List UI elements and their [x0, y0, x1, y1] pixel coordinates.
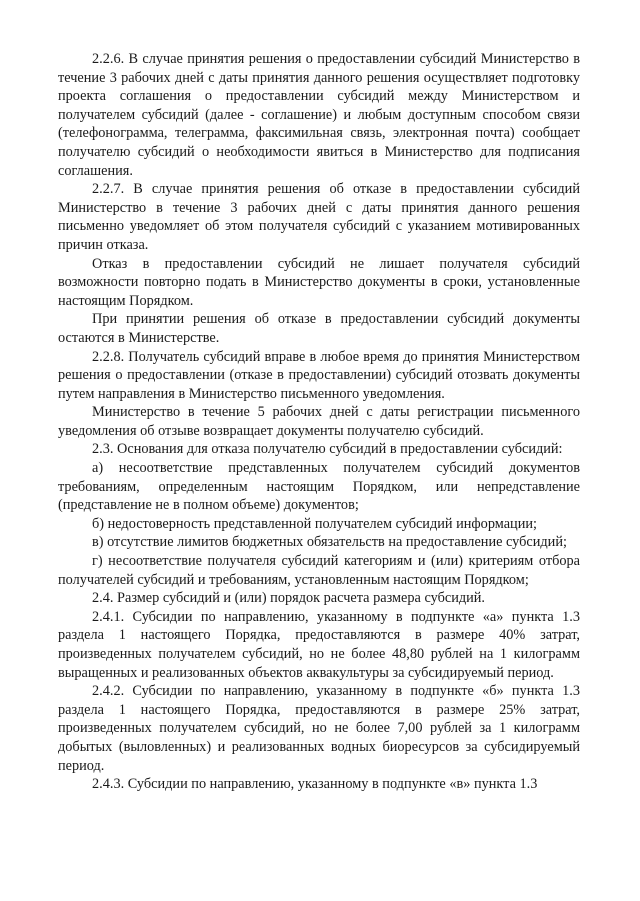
paragraph-2-3: 2.3. Основания для отказа получателю субсидий в предоставлении субсидий: [92, 441, 563, 458]
paragraph-2-4-1: 2.4.1. Субсидии по направлению, указанному в подпункте «а» пункта 1.3 раздела 1 настоящего Порядка, предоставляются в размере 40% затрат, произведенных получателем субсидий, но не более 48,80 рублей на 1 килограмм выращенных и реализованных объектов аквакультуры за субсидируемый период. [58, 608, 580, 681]
paragraph-return-documents: Министерство в течение 5 рабочих дней с даты регистрации письменного уведомления об отзыве возвращает документы получателю субсидий. [58, 404, 580, 439]
list-item-v: в) отсутствие лимитов бюджетных обязательств на предоставление субсидий; [92, 534, 567, 551]
paragraph-2-4-3: 2.4.3. Субсидии по направлению, указанному в подпункте «в» пункта 1.3 [92, 776, 538, 793]
paragraph-2-2-7: 2.2.7. В случае принятия решения об отказе в предоставлении субсидий Министерство в течение 3 рабочих дней с даты принятия данного решения письменно уведомляет об этом получателя субсидий с указанием мотивированных причин отказа. [58, 181, 580, 253]
paragraph-2-2-6: 2.2.6. В случае принятия решения о предоставлении субсидий Министерство в течение 3 рабочих дней с даты принятия данного решения осуществляет подготовку проекта соглашения о предоставлении субсидий между Министерством и получателем субсидий (далее - соглашение) и любым доступным способом связи (телефонограмма, телеграмма, факсимильная связь, электронная почта) сообщает получателю субсидий о необходимости явиться в Министерство для подписания соглашения. [58, 51, 580, 179]
paragraph-2-4: 2.4. Размер субсидий и (или) порядок расчета размера субсидий. [92, 590, 486, 607]
paragraph-documents-retained: При принятии решения об отказе в предоставлении субсидий документы остаются в Министерстве. [58, 311, 580, 346]
paragraph-2-4-2: 2.4.2. Субсидии по направлению, указанному в подпункте «б» пункта 1.3 раздела 1 настоящего Порядка, предоставляются в размере 25% затрат, произведенных получателем субсидий, но не более 7,00 рублей за 1 килограмм добытых (выловленных) и реализованных водных биоресурсов за субсидируемый период. [58, 683, 580, 774]
paragraph-2-2-8: 2.2.8. Получатель субсидий вправе в любое время до принятия Министерством решения о предоставлении (отказе в предоставлении) субсидий отозвать документы путем направления в Министерство письменного уведомления. [58, 348, 580, 402]
list-item-g: г) несоответствие получателя субсидий категориям и (или) критериям отбора получателей субсидий и требованиям, установленным настоящим Порядком; [58, 553, 580, 588]
document-page [58, 50, 580, 794]
paragraph-refusal-note: Отказ в предоставлении субсидий не лишает получателя субсидий возможности повторно подать в Министерство документы в сроки, установленные настоящим Порядком. [58, 255, 580, 309]
list-item-b: б) недостоверность представленной получателем субсидий информации; [92, 515, 537, 532]
list-item-a: а) несоответствие представленных получателем субсидий документов требованиям, определенным настоящим Порядком, или непредставление (представление не в полном объеме) документов; [58, 460, 580, 514]
